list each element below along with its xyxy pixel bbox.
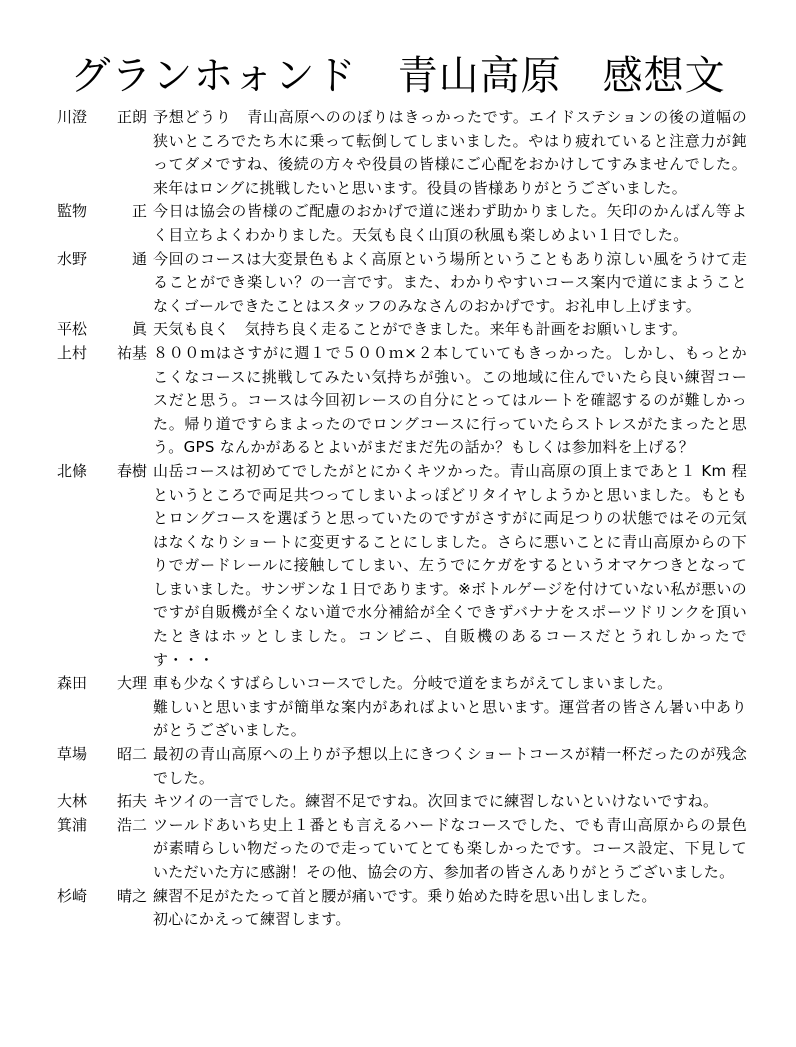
comment-text: 山岳コースは初めてでしたがとにかくキツかった。青山高原の頂上まであと１ Km 程というところで両足共つってしまいよっぽどリタイヤしようかと思いました。もともとロングコースを選ぼうと思っていたのですがさすがに両足つりの状態ではその元気はなくなりショートに変更することにしました。さらに悪いことに青山高原からの下りでガードレールに接触してしまい、左うでにケガをするというオマケつきとなってしまいました。サンザンな１日であります。※ボトルゲージを付けていない私が悪いのですが自販機が全くない道で水分補給が全くできずバナナをスポーツドリンクを頂いたときはホッとしました。コンビニ、自販機のあるコースだとうれしかったです・・・ [153, 461, 747, 669]
entry [57, 200, 747, 247]
comment-text: 車も少なくすばらしいコースでした。分岐で道をまちがえてしまいました。 難しいと思いますが簡単な案内があればよいと思います。運営者の皆さん暑い中ありがとうございました。 [153, 674, 747, 740]
comment-text: 予想どうり 青山高原へののぼりはきっかったです。エイドステションの後の道幅の狭いところでたち木に乗って転倒してしまいました。やはり疲れていると注意力が鈍ってダメですね、後続の方々や役員の皆様にご心配をおかけしてすみませんでした。来年はロングに挑戦したいと思います。役員の皆様ありがとうございました。 [153, 108, 747, 197]
entry [57, 885, 747, 932]
author-name [57, 460, 153, 484]
document-title: グランホォンド 青山高原 感想文 [70, 53, 726, 99]
author-name [57, 814, 153, 838]
author-given-name: 眞 [131, 320, 147, 339]
comment-text: ツールドあいち史上１番とも言えるハードなコースでした、でも青山高原からの景色が素晴らしい物だったので走っていてとても楽しかったです。コース設定、下見していただいた方に感謝！その他、協会の方、参加者の皆さんありがとうございました。 [153, 815, 747, 881]
entry [57, 318, 747, 342]
author-name [57, 248, 153, 272]
author-surname: 箕浦 [57, 815, 88, 834]
author-name [57, 672, 153, 696]
author-name [57, 342, 153, 366]
author-given-name: 春樹 [116, 461, 147, 480]
author-surname: 平松 [57, 320, 88, 339]
author-given-name: 大理 [116, 674, 147, 693]
comment-text: キツイの一言でした。練習不足ですね。次回までに練習しないといけないですね。 [153, 792, 719, 811]
author-surname: 草場 [57, 745, 88, 764]
author-surname: 杉崎 [57, 886, 88, 905]
author-name [57, 885, 153, 909]
comment-text: 今日は協会の皆様のご配慮のおかげで道に迷わず助かりました。矢印のかんばん等よく目立ちよくわかりました。天気も良く山頂の秋風も楽しめよい１日でした。 [153, 202, 747, 244]
author-surname: 大林 [57, 792, 88, 811]
author-surname: 監物 [57, 202, 88, 221]
entry [57, 460, 747, 672]
entry [57, 248, 747, 319]
entries-list [57, 106, 747, 932]
author-given-name: 祐基 [116, 343, 147, 362]
entry [57, 342, 747, 460]
author-given-name: 昭二 [116, 745, 147, 764]
author-given-name: 正朗 [116, 108, 147, 126]
author-surname: 上村 [57, 343, 88, 362]
author-name [57, 106, 153, 130]
author-surname: 川澄 [57, 108, 88, 126]
author-name [57, 743, 153, 767]
author-given-name: 正 [131, 202, 147, 221]
author-surname: 水野 [57, 249, 88, 268]
entry [57, 106, 747, 200]
author-given-name: 晴之 [116, 886, 147, 905]
comment-text: 天気も良く 気持ち良く走ることができました。来年も計画をお願いします。 [153, 320, 688, 339]
comment-text: ８００ｍはさすがに週１で５００ｍ×２本していてもきっかった。しかし、もっとかこくなコースに挑戦してみたい気持ちが強い。この地域に住んでいたら良い練習コースだと思う。コースは今回初レースの自分にとってはルートを確認するのが難しかった。帰り道ですらまよったのでロングコースに行っていたらストレスがたまったと思う。GPS なんかがあるとよいがまだまだ先の話か？もしくは参加料を上げる？ [153, 343, 747, 457]
comment-text: 練習不足がたたって首と腰が痛いです。乗り始めた時を思い出しました。 初心にかえって練習します。 [153, 886, 657, 929]
comment-text: 最初の青山高原への上りが予想以上にきつくショートコースが精一杯だったのが残念でした。 [153, 745, 747, 787]
entry [57, 672, 747, 743]
author-name [57, 790, 153, 814]
comment-text: 今回のコースは大変景色もよく高原という場所ということもあり涼しい風をうけて走ることができ楽しい？の一言です。また、わかりやすいコース案内で道にまようことなくゴールできたことはスタッフのみなさんのおかげです。お礼申し上げます。 [153, 249, 747, 315]
author-given-name: 拓夫 [116, 792, 147, 811]
author-given-name: 浩二 [116, 815, 147, 834]
entry [57, 743, 747, 790]
author-surname: 森田 [57, 674, 88, 693]
author-given-name: 通 [131, 249, 147, 268]
entry [57, 790, 747, 814]
author-name [57, 200, 153, 224]
author-name [57, 318, 153, 342]
entry [57, 814, 747, 885]
author-surname: 北條 [57, 461, 88, 480]
